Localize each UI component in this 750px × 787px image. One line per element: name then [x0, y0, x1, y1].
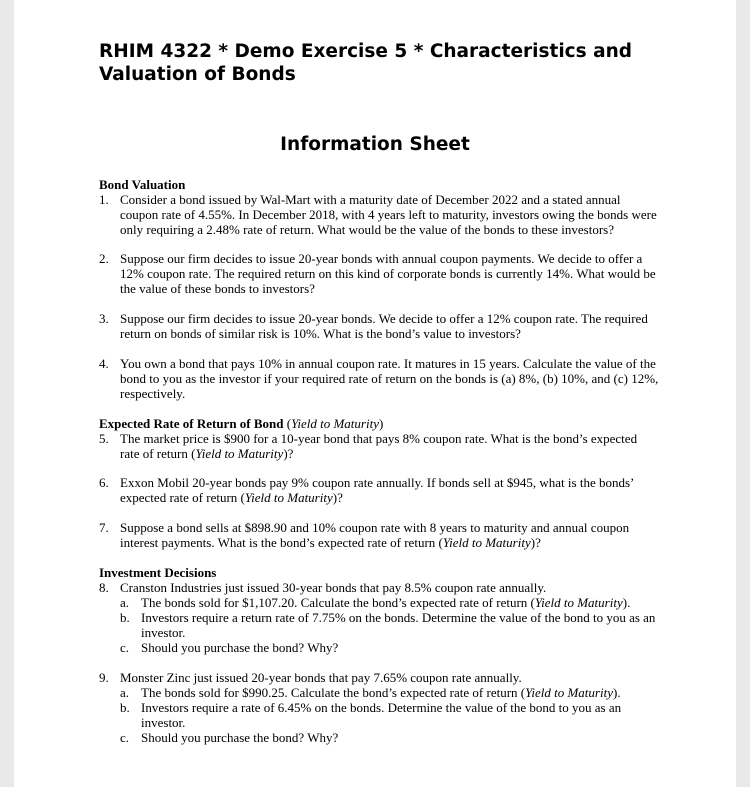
question-text: Cranston Industries just issued 30-year bonds that pay 8.5% coupon rate annually.	[120, 580, 547, 595]
question-number: 1.	[99, 192, 109, 207]
question-number: 4.	[99, 356, 109, 371]
question-6	[99, 475, 659, 505]
sub-question-b: b. Investors require a rate of 6.45% on the bonds. Determine the value of the bond to you as an investor.	[120, 700, 622, 730]
section-heading-expected-return: Expected Rate of Return of Bond (Yield to Maturity)	[99, 416, 384, 431]
question-9	[99, 670, 659, 745]
question-3	[99, 311, 659, 341]
question-1	[99, 192, 659, 237]
sub-question-list	[99, 595, 659, 655]
question-5	[99, 431, 659, 461]
sub-question-c: c. Should you purchase the bond? Why?	[120, 730, 339, 745]
question-text: Monster Zinc just issued 20-year bonds that pay 7.65% coupon rate annually.	[120, 670, 522, 685]
question-number: 7.	[99, 520, 109, 535]
question-number: 9.	[99, 670, 109, 685]
sheet-title: Information Sheet	[280, 134, 470, 155]
question-text: Suppose a bond sells at $898.90 and 10% coupon rate with 8 years to maturity and annual coupon interest payments. What is the bond’s expected rate of return (Yield to Maturity)?	[120, 520, 630, 550]
question-7	[99, 520, 659, 550]
sub-question-a: a. The bonds sold for $990.25. Calculate the bond’s expected rate of return (Yield to Maturity).	[120, 685, 621, 700]
question-4	[99, 356, 659, 401]
document-page	[14, 0, 736, 787]
section-heading-investment: Investment Decisions	[99, 565, 217, 580]
question-text: The market price is $900 for a 10-year bond that pays 8% coupon rate. What is the bond’s expected rate of return (Yield to Maturity)?	[120, 431, 638, 461]
question-text: You own a bond that pays 10% in annual coupon rate. It matures in 15 years. Calculate the value of the bond to you as the investor if your required rate of return on the bonds is (a) 8%, (b) 10%, and (c) 12%, respectively.	[120, 356, 659, 401]
section-heading-bond-valuation: Bond Valuation	[99, 177, 186, 192]
sub-question-a: a. The bonds sold for $1,107.20. Calculate the bond’s expected rate of return (Yield to Maturity).	[120, 595, 631, 610]
question-text: Suppose our firm decides to issue 20-year bonds. We decide to offer a 12% coupon rate. The required return on bonds of similar risk is 10%. What is the bond’s value to investors?	[120, 311, 648, 341]
document-title: RHIM 4322 * Demo Exercise 5 * Characteristics and Valuation of Bonds	[99, 41, 632, 85]
sub-question-c: c. Should you purchase the bond? Why?	[120, 640, 339, 655]
question-number: 8.	[99, 580, 109, 595]
question-number: 2.	[99, 251, 109, 266]
question-text: Exxon Mobil 20-year bonds pay 9% coupon rate annually. If bonds sell at $945, what is the bonds’ expected rate of return (Yield to Maturity)?	[120, 475, 634, 505]
question-text: Consider a bond issued by Wal-Mart with a maturity date of December 2022 and a stated annual coupon rate of 4.55%. In December 2018, with 4 years left to maturity, investors owing the bonds were only requiring a 2.48% rate of return. What would be the value of the bonds to these investors?	[120, 192, 657, 237]
question-number: 5.	[99, 431, 109, 446]
question-2	[99, 251, 659, 296]
question-number: 6.	[99, 475, 109, 490]
question-number: 3.	[99, 311, 109, 326]
sub-question-list	[99, 685, 659, 745]
question-8	[99, 580, 659, 655]
question-text: Suppose our firm decides to issue 20-year bonds with annual coupon payments. We decide to offer a 12% coupon rate. The required return on this kind of corporate bonds is currently 14%. What would be the value of these bonds to investors?	[120, 251, 656, 296]
sub-question-b: b. Investors require a return rate of 7.75% on the bonds. Determine the value of the bond to you as an investor.	[120, 610, 656, 640]
